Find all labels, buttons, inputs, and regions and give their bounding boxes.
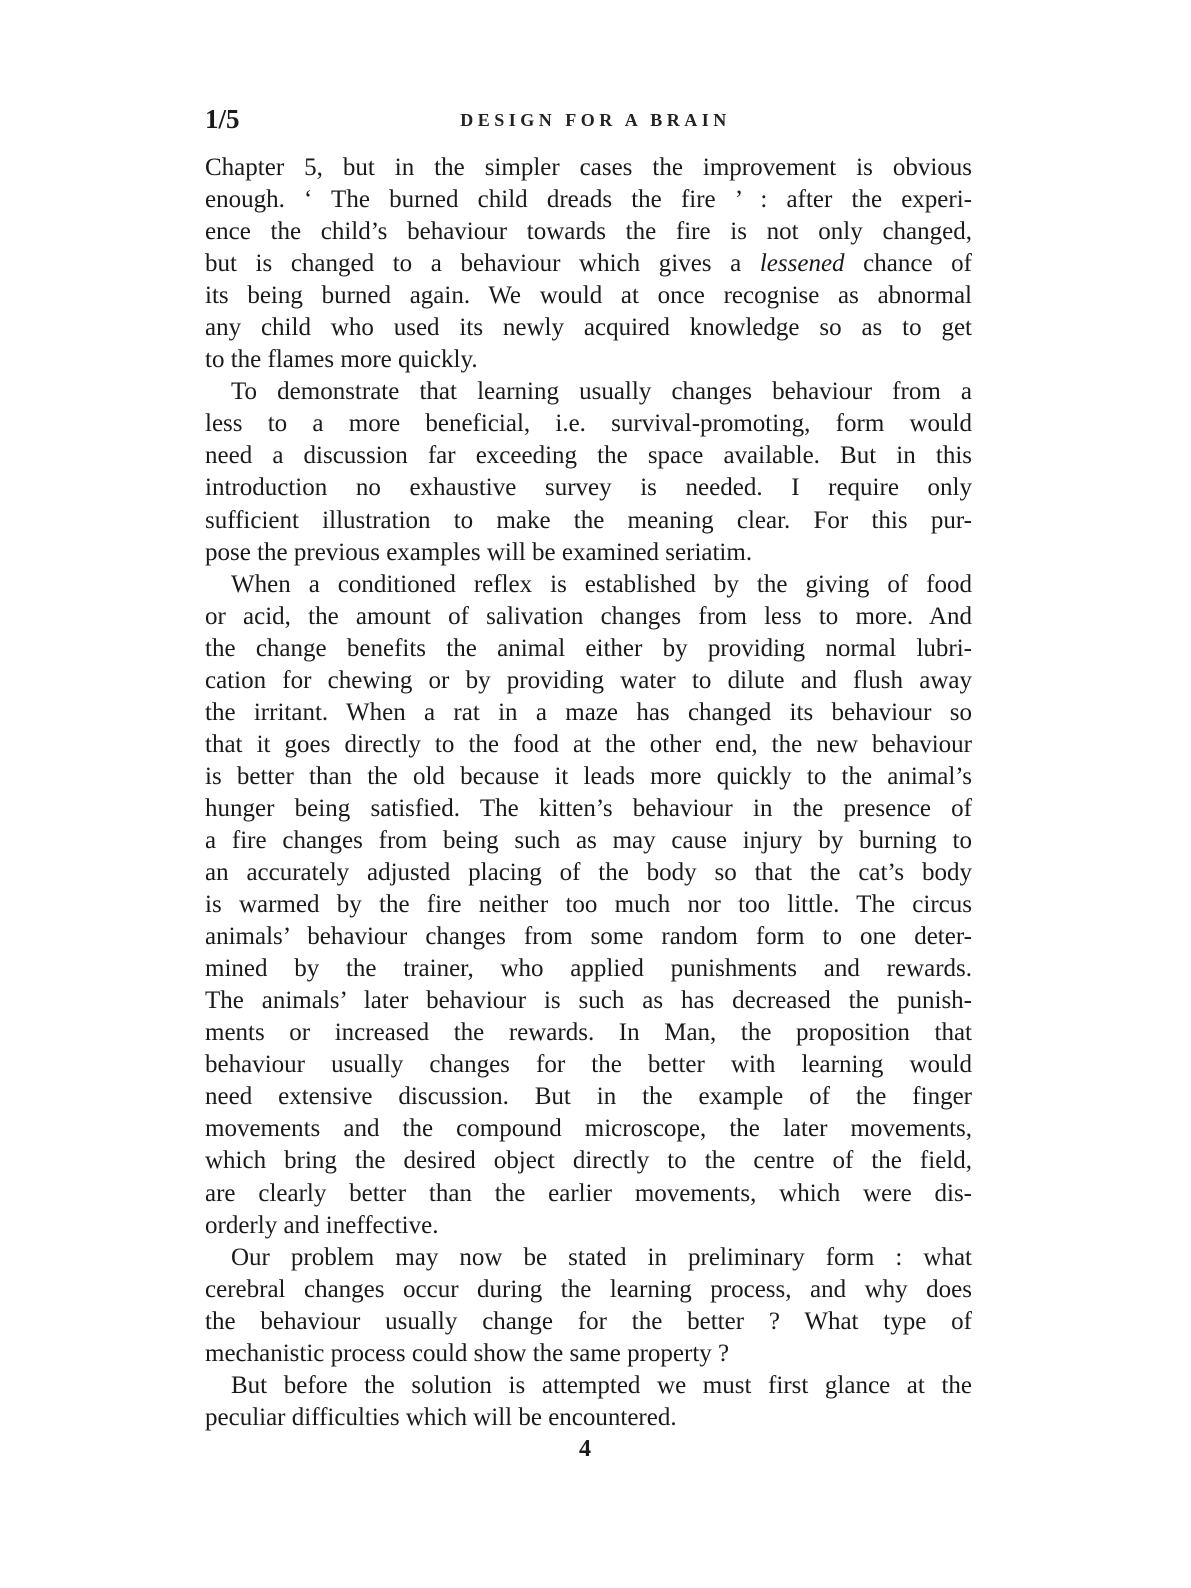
text-line: or acid, the amount of salivation changes from less to more. And xyxy=(205,602,972,630)
text-line: is better than the old because it leads more quickly to the animal’s xyxy=(205,762,972,790)
text-line: less to a more beneficial, i.e. survival-promoting, form would xyxy=(205,410,972,438)
text-line: its being burned again. We would at once recognise as abnormal xyxy=(205,282,972,310)
paragraph xyxy=(205,1242,972,1370)
text-line: that it goes directly to the food at the other end, the new behaviour xyxy=(205,730,972,758)
text-line: ence the child’s behaviour towards the fire is not only changed, xyxy=(205,218,972,246)
text-line: Our problem may now be stated in preliminary form : what xyxy=(231,1243,972,1271)
text-line: ments or increased the rewards. In Man, the proposition that xyxy=(205,1019,972,1047)
paragraph xyxy=(205,376,972,568)
text-line: a fire changes from being such as may cause injury by burning to xyxy=(205,826,972,854)
text-line: need a discussion far exceeding the space available. But in this xyxy=(205,442,972,470)
text-line: enough. ‘ The burned child dreads the fire ’ : after the experi- xyxy=(205,186,972,214)
paragraph xyxy=(205,1370,972,1434)
text-line: is warmed by the fire neither too much nor too little. The circus xyxy=(205,891,972,919)
text-line: to the flames more quickly. xyxy=(205,346,478,374)
text-line: mined by the trainer, who applied punishments and rewards. xyxy=(205,955,972,983)
text-line: behaviour usually changes for the better with learning would xyxy=(205,1051,972,1079)
section-number: 1/5 xyxy=(205,104,240,134)
text-line xyxy=(205,248,972,280)
text-line: To demonstrate that learning usually changes behaviour from a xyxy=(231,378,972,406)
text-line: orderly and ineffective. xyxy=(205,1211,439,1239)
text-line: the behaviour usually change for the better ? What type of xyxy=(205,1307,972,1335)
text-line: the change benefits the animal either by providing normal lubri- xyxy=(205,634,972,662)
text-line: an accurately adjusted placing of the body so that the cat’s body xyxy=(205,859,972,887)
text-line: the irritant. When a rat in a maze has changed its behaviour so xyxy=(205,698,972,726)
text-line: are clearly better than the earlier movements, which were dis- xyxy=(205,1179,972,1207)
italic-emphasis: lessened xyxy=(759,250,845,278)
text-line: cerebral changes occur during the learning process, and why does xyxy=(205,1275,972,1303)
text-line: But before the solution is attempted we must first glance at the xyxy=(231,1371,972,1399)
text-line: sufficient illustration to make the meaning clear. For this pur- xyxy=(205,506,972,534)
text-line: pose the previous examples will be examined seriatim. xyxy=(205,538,753,566)
text-line: hunger being satisfied. The kitten’s behaviour in the presence of xyxy=(205,794,972,822)
text-line: cation for chewing or by providing water to dilute and flush away xyxy=(205,666,972,694)
text-line: When a conditioned reflex is established by the giving of food xyxy=(231,570,972,598)
text-line: mechanistic process could show the same property ? xyxy=(205,1339,730,1367)
running-header-title: DESIGN FOR A BRAIN xyxy=(460,110,731,130)
text-segment: chance of xyxy=(844,250,972,278)
text-line: peculiar difficulties which will be encountered. xyxy=(205,1403,677,1431)
text-segment: but is changed to a behaviour which gives a xyxy=(205,250,760,278)
text-line: need extensive discussion. But in the example of the finger xyxy=(205,1083,972,1111)
paragraph xyxy=(205,569,972,1242)
text-line: which bring the desired object directly to the centre of the field, xyxy=(205,1147,972,1175)
text-line: Chapter 5, but in the simpler cases the improvement is obvious xyxy=(205,154,972,181)
text-line: any child who used its newly acquired knowledge so as to get xyxy=(205,314,972,342)
text-line: The animals’ later behaviour is such as has decreased the punish- xyxy=(205,987,972,1015)
text-line: movements and the compound microscope, the later movements, xyxy=(205,1115,972,1143)
text-line: introduction no exhaustive survey is needed. I require only xyxy=(205,474,972,502)
paragraph xyxy=(205,152,972,376)
page-body xyxy=(205,152,972,1434)
page-number: 4 xyxy=(579,1436,591,1462)
text-line: animals’ behaviour changes from some random form to one deter- xyxy=(205,923,972,951)
